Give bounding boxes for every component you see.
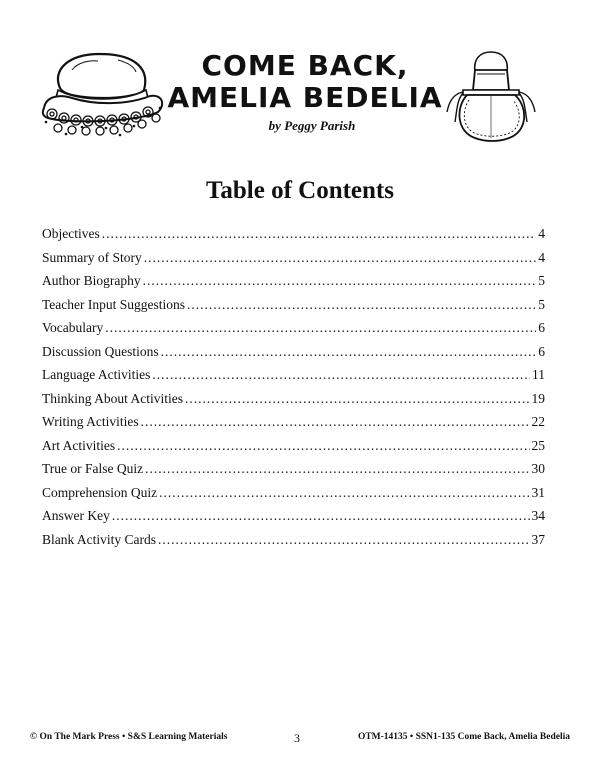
page-header <box>0 0 600 150</box>
toc-entry-label: Summary of Story <box>42 249 142 265</box>
toc-entry <box>42 481 545 505</box>
toc-entry-label: Writing Activities <box>42 414 139 429</box>
toc-dot-leader <box>158 528 530 552</box>
toc-dot-leader <box>185 387 530 411</box>
toc-entry-page: 37 <box>531 531 545 547</box>
toc-dot-leader <box>187 293 536 317</box>
toc-dot-leader <box>141 410 530 434</box>
toc-entry-label: Author Biography <box>42 273 141 288</box>
toc-entry-page: 31 <box>531 484 545 500</box>
toc-entry-label: Answer Key <box>42 508 110 523</box>
toc-dot-leader <box>159 481 529 505</box>
toc-entry <box>42 504 545 528</box>
toc-entry-page: 25 <box>531 437 545 453</box>
toc-dot-leader <box>152 363 530 387</box>
toc-entry-page: 19 <box>531 390 545 406</box>
toc-entry-label: Art Activities <box>42 437 116 453</box>
author-line: by Peggy Parish <box>268 118 356 133</box>
toc-entry <box>42 222 545 246</box>
toc-dot-leader <box>105 316 536 340</box>
toc-entry <box>42 363 545 387</box>
toc-entry <box>42 434 545 458</box>
toc-dot-leader <box>117 434 529 458</box>
toc-dot-leader <box>161 340 537 364</box>
toc-entry-page: 4 <box>538 249 545 265</box>
toc-entry-label: Thinking About Activities <box>42 390 183 406</box>
toc-entry-page: 5 <box>538 296 545 312</box>
toc-entry-label: Comprehension Quiz <box>42 484 158 500</box>
toc-entry <box>42 246 545 270</box>
footer-copyright: © On The Mark Press • S&S Learning Materials <box>30 732 228 742</box>
toc-entry <box>42 410 545 434</box>
toc-entry-page: 11 <box>532 367 545 382</box>
toc-dot-leader <box>145 457 529 481</box>
toc-entry-page: 6 <box>538 320 545 335</box>
toc-entry <box>42 269 545 293</box>
toc-list <box>42 222 545 551</box>
toc-entry-label: True or False Quiz <box>42 461 144 476</box>
footer-page-number: 3 <box>294 731 300 745</box>
book-title <box>160 50 450 114</box>
toc-entry <box>42 293 545 317</box>
toc-entry-label: Teacher Input Suggestions <box>42 296 186 312</box>
toc-heading: Table of Contents <box>206 177 394 204</box>
toc-dot-leader <box>112 504 530 528</box>
toc-entry <box>42 528 545 552</box>
toc-entry-label: Language Activities <box>42 367 151 382</box>
book-title-line-2: AMELIA BEDELIA <box>167 81 443 114</box>
title-block <box>160 50 450 134</box>
book-title-line-1: COME BACK, <box>201 49 409 82</box>
toc-entry <box>42 457 545 481</box>
apron-icon <box>445 50 537 142</box>
toc-entry-page: 5 <box>538 273 545 288</box>
toc-entry-page: 30 <box>531 461 545 476</box>
toc-entry <box>42 387 545 411</box>
footer-product-code: OTM-14135 • SSN1-135 Come Back, Amelia Bedelia <box>357 732 570 742</box>
toc-entry <box>42 316 545 340</box>
toc-entry-page: 22 <box>531 414 545 429</box>
toc-entry <box>42 340 545 364</box>
toc-entry-label: Objectives <box>42 226 100 241</box>
hat-icon <box>38 48 166 140</box>
toc-entry-page: 4 <box>538 226 545 241</box>
toc-entry-label: Discussion Questions <box>42 343 159 359</box>
toc-entry-label: Vocabulary <box>42 320 104 335</box>
toc-dot-leader <box>143 269 537 293</box>
toc-entry-label: Blank Activity Cards <box>42 531 156 547</box>
toc-entry-page: 34 <box>531 508 545 523</box>
toc-dot-leader <box>144 246 537 270</box>
toc-dot-leader <box>102 222 537 246</box>
toc-entry-page: 6 <box>538 343 545 359</box>
